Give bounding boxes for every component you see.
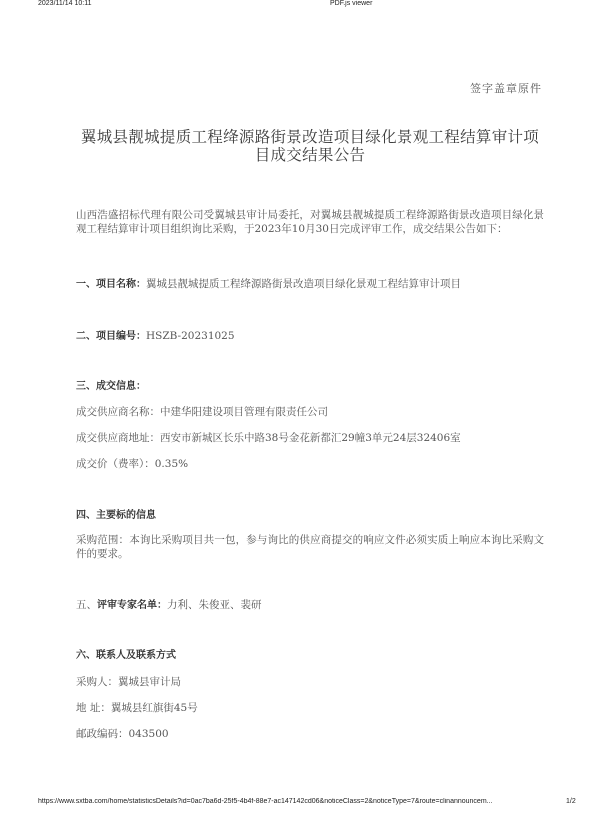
section-subject-heading: 四、主要标的信息 bbox=[76, 510, 156, 521]
section-contact-heading: 六、联系人及联系方式 bbox=[76, 650, 176, 661]
document-title: 翼城县靓城提质工程绛源路街景改造项目绿化景观工程结算审计项目成交结果公告 bbox=[80, 128, 540, 164]
deal-price: 成交价（费率）：0.35% bbox=[76, 458, 189, 470]
contact-postcode: 邮政编码：043500 bbox=[76, 728, 169, 740]
section-project-name bbox=[76, 277, 544, 292]
print-header bbox=[0, 0, 611, 12]
section-project-number bbox=[76, 329, 544, 344]
subject-scope: 采购范围：本询比采购项目共一包，参与询比的供应商提交的响应文件必须实质上响应本询比采购文件的要求。 bbox=[76, 534, 544, 560]
project-name-value: 翼城县靓城提质工程绛源路街景改造项目绿化景观工程结算审计项目 bbox=[146, 278, 461, 290]
supplier-name: 成交供应商名称：中建华阳建设项目管理有限责任公司 bbox=[76, 406, 328, 418]
print-datetime: 2023/11/14 10:11 bbox=[38, 0, 92, 7]
viewer-title: PDF.js viewer bbox=[330, 0, 373, 7]
page-url: https://www.sxtba.com/home/statisticsDetails?id=0ac7ba6d-25f5-4b4f-88e7-ac147142cd06&noticeClass=2&noticeType=7&route=clinannouncem... bbox=[38, 798, 493, 805]
contact-address: 地 址：翼城县红旗街45号 bbox=[76, 702, 198, 714]
stamp-note: 签字盖章原件 bbox=[470, 82, 542, 95]
page-number: 1/2 bbox=[566, 798, 576, 805]
experts-prefix: 五、 bbox=[76, 599, 97, 611]
project-number-label: 二、项目编号： bbox=[76, 331, 146, 342]
section-experts bbox=[76, 598, 544, 613]
supplier-address: 成交供应商地址：西安市新城区长乐中路38号金花新都汇29幢3单元24层32406室 bbox=[76, 432, 461, 444]
project-name-label: 一、项目名称： bbox=[76, 279, 146, 290]
project-number-value: HSZB-20231025 bbox=[146, 330, 235, 342]
section-deal-heading: 三、成交信息： bbox=[76, 381, 146, 392]
experts-value: 力利、朱俊亚、裴研 bbox=[167, 599, 262, 611]
contact-buyer: 采购人：翼城县审计局 bbox=[76, 676, 181, 688]
experts-label: 评审专家名单： bbox=[97, 600, 167, 611]
print-footer bbox=[0, 795, 611, 815]
intro-paragraph: 山西浩盛招标代理有限公司受翼城县审计局委托，对翼城县靓城提质工程绛源路街景改造项目绿化景观工程结算审计项目组织询比采购，于2023年10月30日完成评审工作，成交结果公告如下： bbox=[76, 209, 544, 235]
